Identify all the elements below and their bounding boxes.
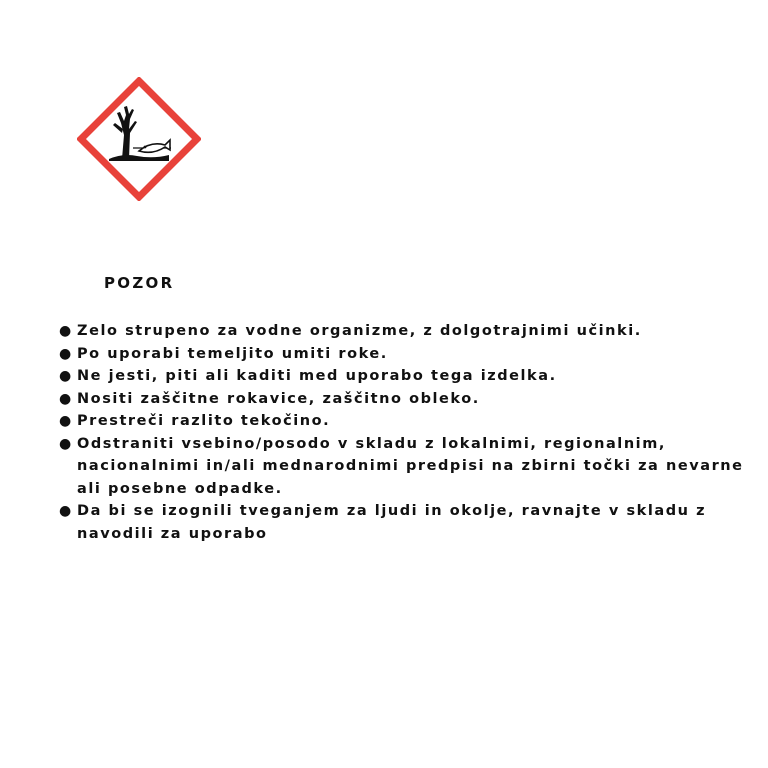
statement-text: Nositi zaščitne rokavice, zaščitno obleko.	[77, 390, 480, 407]
list-item	[58, 500, 748, 545]
bullet-icon: ●	[59, 413, 72, 429]
bullet-icon: ●	[59, 368, 72, 384]
signal-word: POZOR	[104, 274, 175, 292]
statement-text: Odstraniti vsebino/posodo v skladu z lokalnimi, regionalnim, nacionalnimi in/ali mednarodnimi predpisi na zbirni točki za nevarne ali posebne odpadke.	[77, 435, 744, 497]
statement-text: Da bi se izognili tveganjem za ljudi in okolje, ravnajte v skladu z navodili za uporabo	[77, 503, 707, 542]
list-item	[58, 320, 748, 343]
bullet-icon: ●	[59, 345, 72, 362]
statement-text: Zelo strupeno za vodne organizme, z dolgotrajnimi učinki.	[77, 323, 642, 339]
bullet-icon: ●	[59, 435, 72, 452]
list-item	[58, 433, 748, 501]
bullet-icon: ●	[59, 503, 72, 519]
bullet-icon: ●	[59, 323, 72, 339]
list-item	[58, 343, 748, 366]
statement-text: Po uporabi temeljito umiti roke.	[77, 345, 388, 362]
list-item	[58, 365, 748, 388]
precautionary-statements-list	[58, 320, 748, 545]
list-item	[58, 388, 748, 411]
statement-text: Prestreči razlito tekočino.	[77, 413, 331, 429]
bullet-icon: ●	[59, 390, 72, 407]
environment-hazard-icon	[77, 77, 201, 201]
list-item	[58, 410, 748, 433]
statement-text: Ne jesti, piti ali kaditi med uporabo tega izdelka.	[77, 368, 557, 384]
